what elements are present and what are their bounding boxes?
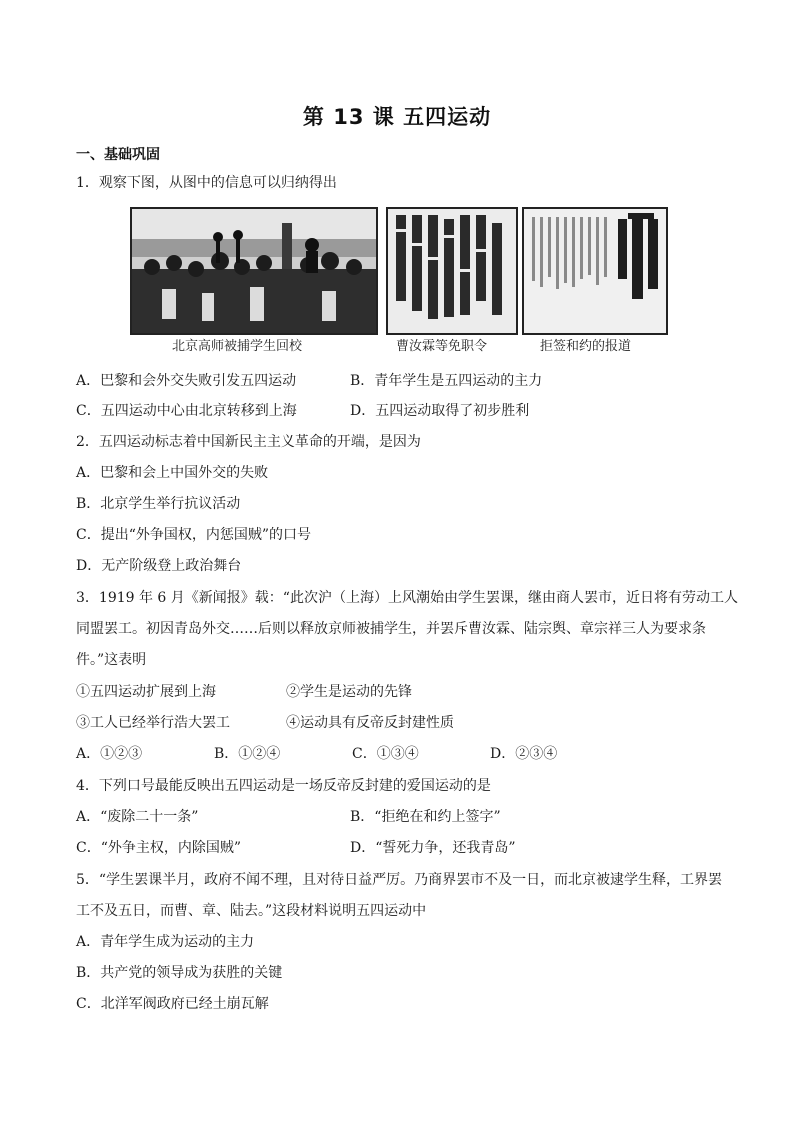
newspaper-icon: [388, 209, 516, 333]
page-title: 第 13 课 五四运动: [302, 105, 492, 129]
q4-option-d[interactable]: D．“誓死力争，还我青岛”: [350, 840, 516, 856]
q3-stem-line-1: 3．1919 年 6 月《新闻报》载：“此次沪（上海）上风潮始由学生罢课，继由商人罢市，近日将有劳动工人: [76, 590, 738, 606]
photo-students-return: [130, 207, 378, 335]
q3-option-a[interactable]: A．①②③: [76, 746, 143, 762]
q2-option-a[interactable]: A．巴黎和会上中国外交的失败: [76, 465, 269, 481]
q4-option-a[interactable]: A．“废除二十一条”: [76, 809, 199, 825]
q3-option-c[interactable]: C．①③④: [352, 746, 419, 762]
q1-option-b[interactable]: B．青年学生是五四运动的主力: [350, 373, 543, 389]
q3-item-1: ①五四运动扩展到上海: [76, 684, 216, 700]
q3-item-3: ③工人已经举行浩大罢工: [76, 715, 230, 731]
q5-option-a[interactable]: A．青年学生成为运动的主力: [76, 934, 255, 950]
q1-option-a[interactable]: A．巴黎和会外交失败引发五四运动: [76, 373, 297, 389]
q2-stem: 2．五四运动标志着中国新民主主义革命的开端，是因为: [76, 434, 421, 450]
photo-refusal-report: [522, 207, 668, 335]
q3-option-d[interactable]: D．②③④: [490, 746, 558, 762]
crowd-photo-icon: [132, 209, 376, 333]
q3-stem-line-2: 同盟罢工。初因青岛外交……后则以释放京师被捕学生，并罢斥曹汝霖、陆宗舆、章宗祥三人为要求条: [76, 621, 706, 637]
q3-item-4: ④运动具有反帝反封建性质: [286, 715, 454, 731]
q5-option-b[interactable]: B．共产党的领导成为获胜的关键: [76, 965, 283, 981]
q1-option-c[interactable]: C．五四运动中心由北京转移到上海: [76, 403, 297, 419]
caption-refusal-report: 拒签和约的报道: [540, 339, 632, 354]
q2-option-d[interactable]: D．无产阶级登上政治舞台: [76, 558, 242, 574]
caption-students-return: 北京高师被捕学生回校: [172, 339, 303, 354]
q1-stem: 1．观察下图，从图中的信息可以归纳得出: [76, 175, 337, 191]
q4-option-b[interactable]: B．“拒绝在和约上签字”: [350, 809, 501, 825]
q3-option-b[interactable]: B．①②④: [214, 746, 281, 762]
q2-option-c[interactable]: C．提出“外争国权，内惩国贼”的口号: [76, 527, 312, 543]
q1-photo-strip: [130, 207, 670, 355]
q3-stem-line-3: 件。”这表明: [76, 652, 147, 668]
q4-stem: 4．下列口号最能反映出五四运动是一场反帝反封建的爱国运动的是: [76, 778, 491, 794]
q4-option-c[interactable]: C．“外争主权，内除国贼”: [76, 840, 242, 856]
newspaper-report-icon: [524, 209, 666, 333]
q2-option-b[interactable]: B．北京学生举行抗议活动: [76, 496, 241, 512]
q5-stem-line-2: 工不及五日，而曹、章、陆去。”这段材料说明五四运动中: [76, 903, 427, 919]
photo-dismissal-order: [386, 207, 518, 335]
q5-stem-line-1: 5．“学生罢课半月，政府不闻不理，且对待日益严厉。乃商界罢市不及一日，而北京被逮学生释，工界罢: [76, 872, 723, 888]
q1-option-d[interactable]: D．五四运动取得了初步胜利: [350, 403, 530, 419]
caption-dismissal-order: 曹汝霖等免职令: [396, 339, 488, 354]
q3-item-2: ②学生是运动的先锋: [286, 684, 412, 700]
section-heading: 一、基础巩固: [76, 147, 160, 163]
q5-option-c[interactable]: C．北洋军阀政府已经土崩瓦解: [76, 996, 269, 1012]
